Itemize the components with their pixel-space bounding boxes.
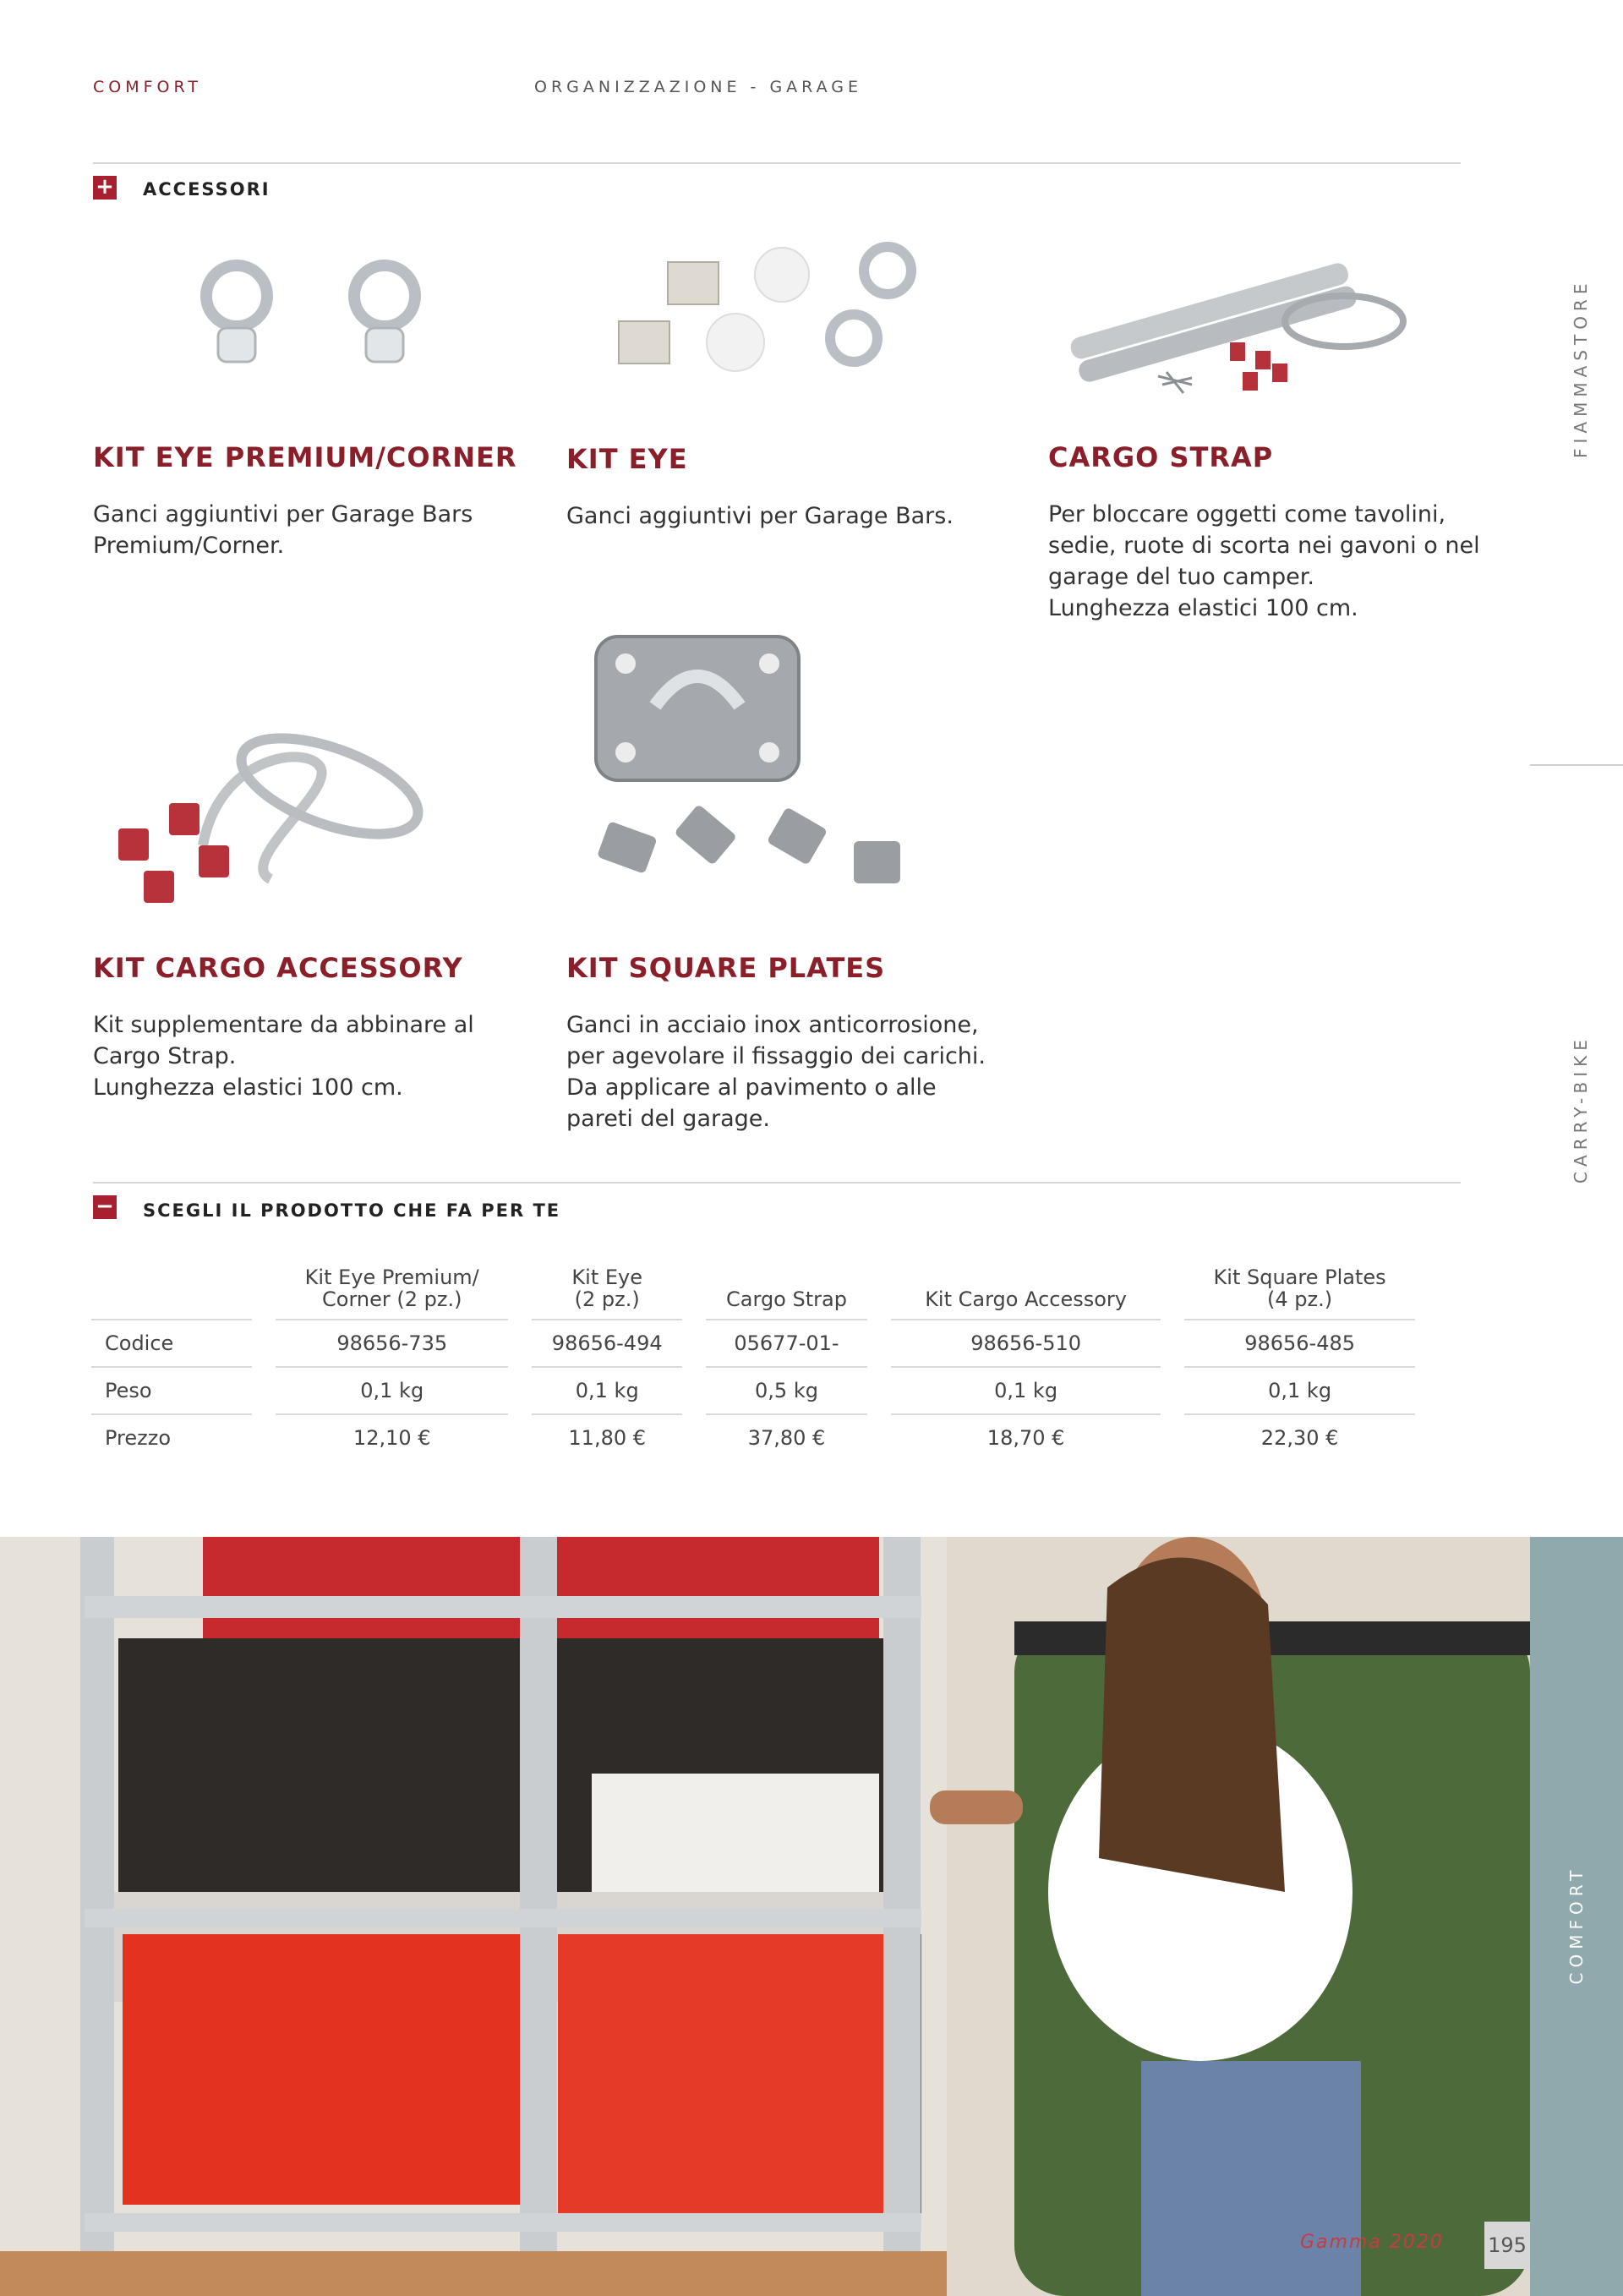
desc-line: Da applicare al pavimento o alle: [566, 1074, 937, 1101]
desc-line: Ganci aggiuntivi per Garage Bars.: [566, 503, 954, 529]
table-cell: 0,1 kg: [276, 1368, 508, 1415]
desc-line: garage del tuo camper.: [1048, 564, 1314, 590]
side-label-top: FIAMMASTORE: [1571, 278, 1591, 458]
side-label-mid: CARRY-BIKE: [1571, 1035, 1591, 1184]
desc-line: per agevolare il fissaggio dei carichi.: [566, 1043, 986, 1069]
eye-bolt-left: [206, 265, 267, 326]
header-line: Kit Eye Premium/: [304, 1266, 479, 1289]
section-title: SCEGLI IL PRODOTTO CHE FA PER TE: [143, 1200, 561, 1221]
minus-icon: −: [93, 1195, 117, 1219]
garage-photo: [0, 1537, 1530, 2296]
table-row: [91, 1320, 1415, 1368]
section-title: ACCESSORI: [143, 179, 270, 200]
header-line: Kit Cargo Accessory: [925, 1287, 1128, 1311]
product-description: [566, 1009, 989, 1134]
table-cell: 0,5 kg: [706, 1368, 867, 1415]
product-title: KIT EYE: [566, 443, 688, 475]
desc-line: Ganci in acciaio inox anticorrosione,: [566, 1012, 979, 1038]
row-label: Prezzo: [105, 1426, 172, 1450]
header-line: Kit Eye: [571, 1266, 642, 1289]
table-header: [276, 1251, 508, 1320]
section-label: COMFORT: [93, 78, 202, 96]
table-cell: 98656-485: [1184, 1320, 1415, 1368]
table-cell: 22,30 €: [1260, 1426, 1339, 1450]
table-header: [1184, 1251, 1415, 1320]
product-title: KIT SQUARE PLATES: [566, 952, 886, 984]
row-label: Peso: [91, 1368, 252, 1415]
plus-icon: +: [93, 176, 117, 200]
desc-line: Per bloccare oggetti come tavolini,: [1048, 501, 1446, 528]
table-cell: 0,1 kg: [1184, 1368, 1415, 1415]
product-description: [93, 499, 516, 561]
table-header: [706, 1251, 867, 1320]
desc-line: Ganci aggiuntivi per Garage Bars: [93, 501, 473, 528]
table-cell: 05677-01-: [706, 1320, 867, 1368]
table-cell: 0,1 kg: [532, 1368, 682, 1415]
table-cell: 0,1 kg: [891, 1368, 1161, 1415]
divider: [93, 1182, 1461, 1184]
divider: [93, 162, 1461, 164]
table-header: [532, 1251, 682, 1320]
eye-bolt-base: [218, 328, 255, 362]
row-label: Codice: [91, 1320, 252, 1368]
header-line: Cargo Strap: [726, 1287, 847, 1311]
table-cell: 98656-735: [276, 1320, 508, 1368]
table-cell: 18,70 €: [986, 1426, 1065, 1450]
desc-line: pareti del garage.: [566, 1106, 770, 1132]
table-row: [91, 1368, 1415, 1415]
header-line: (4 pz.): [1267, 1287, 1333, 1311]
square-plates-image: [583, 630, 921, 900]
header-line: Corner (2 pz.): [322, 1287, 462, 1311]
cargo-accessory-image: [101, 719, 440, 921]
side-divider: [1530, 764, 1623, 766]
table-row: [91, 1415, 1415, 1461]
product-title: CARGO STRAP: [1048, 441, 1274, 473]
product-title: KIT CARGO ACCESSORY: [93, 952, 463, 984]
side-label-bottom: COMFORT: [1566, 1865, 1587, 1985]
desc-line: Premium/Corner.: [93, 533, 285, 559]
table-cell: 98656-510: [891, 1320, 1161, 1368]
table-cell: 98656-494: [532, 1320, 682, 1368]
header-line: (2 pz.): [574, 1287, 640, 1311]
table-cell: 11,80 €: [568, 1426, 647, 1450]
breadcrumb: ORGANIZZAZIONE - GARAGE: [534, 78, 862, 96]
table-header: [891, 1251, 1161, 1320]
catalog-name: Gamma 2020: [1300, 2232, 1444, 2253]
desc-line: Cargo Strap.: [93, 1043, 237, 1069]
table-cell: 12,10 €: [352, 1426, 431, 1450]
eye-kit-image: [609, 237, 947, 380]
table-header-empty: [91, 1251, 252, 1320]
desc-line: Lunghezza elastici 100 cm.: [1048, 595, 1358, 621]
eye-bolts-image: [169, 245, 456, 397]
cargo-strap-image: [1057, 224, 1420, 410]
comparison-table: [68, 1251, 1439, 1461]
desc-line: sedie, ruote di scorta nei gavoni o nel: [1048, 533, 1480, 559]
page-number: 195: [1484, 2222, 1530, 2269]
product-description: [93, 1009, 516, 1103]
product-description: [566, 500, 989, 532]
desc-line: Lunghezza elastici 100 cm.: [93, 1074, 403, 1101]
product-title: KIT EYE PREMIUM/CORNER: [93, 441, 517, 473]
table-cell: 37,80 €: [747, 1426, 826, 1450]
desc-line: Kit supplementare da abbinare al: [93, 1012, 474, 1038]
table-header-row: [91, 1251, 1415, 1320]
header-line: Kit Square Plates: [1213, 1266, 1386, 1289]
product-description: [1048, 499, 1480, 624]
